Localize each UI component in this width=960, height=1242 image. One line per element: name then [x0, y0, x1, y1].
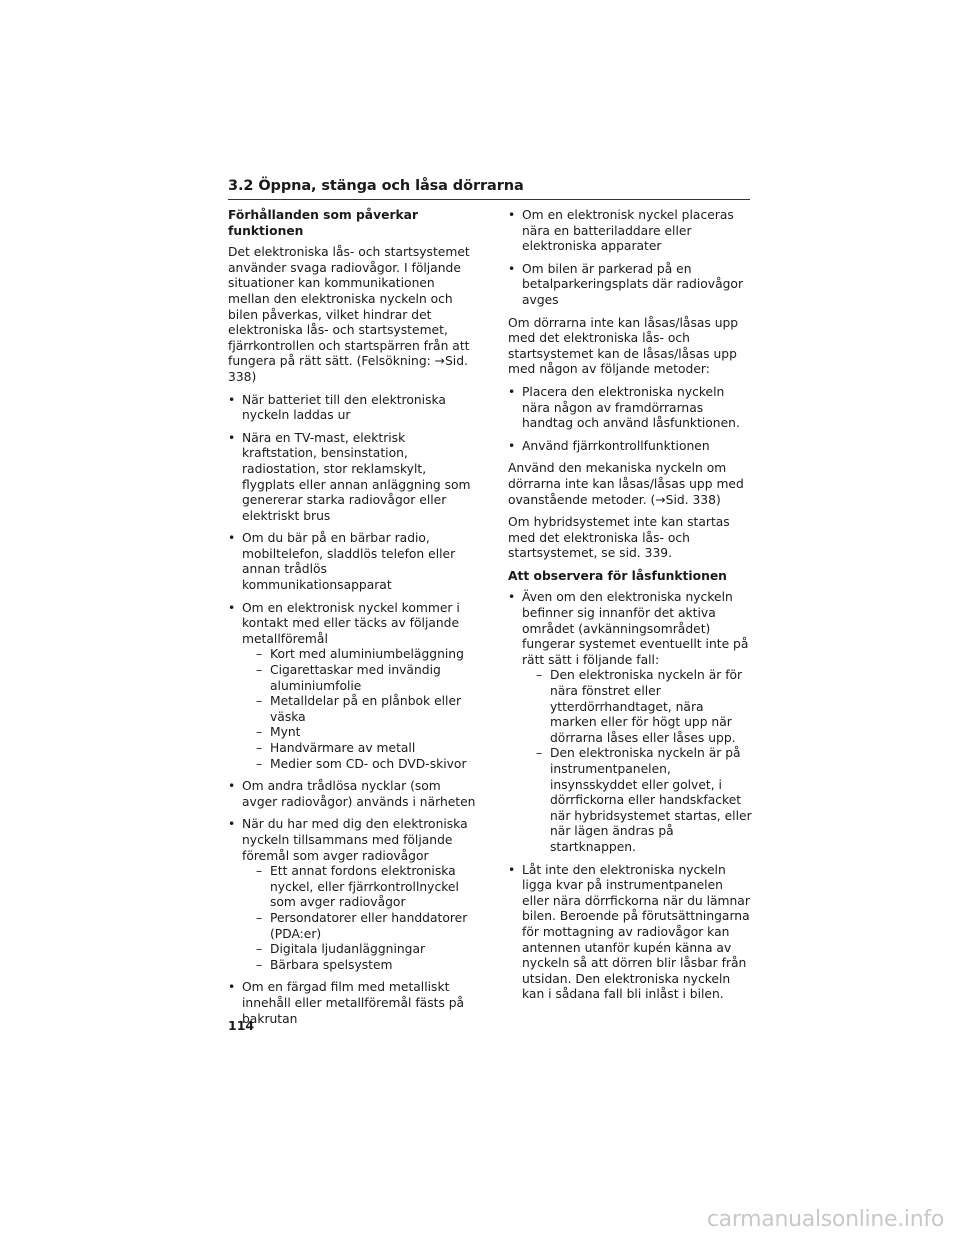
list-item [508, 262, 752, 309]
list-item [228, 980, 476, 1027]
paragraph-hybrid: Om hybridsystemet inte kan startas med det elektroniska lås- och startsystemet, se sid. 339. [508, 515, 730, 561]
list-item [228, 431, 476, 525]
sub-list-item-text: Digitala ljudanläggningar [270, 942, 426, 957]
sub-list-item-text: Mynt [270, 725, 301, 740]
sub-list-item [242, 864, 476, 911]
sub-list-item [242, 911, 476, 942]
watermark: carmanualsonline.info [706, 1207, 944, 1232]
sub-list-item [242, 647, 476, 663]
sub-list-item [242, 694, 476, 725]
door-methods-list [508, 385, 752, 454]
paragraph-doors: Om dörrarna inte kan låsas/låsas upp med det elektroniska lås- och startsystemet kan de låsas/låsas upp med någon av följande metoder: [508, 315, 739, 377]
sub-list-item [522, 668, 752, 746]
bullet-marker: • [508, 261, 516, 276]
list-item-text: Om bilen är parkerad på en betalparkeringsplats där radiovågor avges [522, 261, 744, 307]
sub-list-item-text: Kort med aluminiumbeläggning [270, 647, 464, 662]
dash-marker: – [536, 668, 543, 683]
list-item [508, 590, 752, 855]
dash-marker: – [256, 942, 263, 957]
bullet-marker: • [228, 980, 236, 995]
conditions-list [228, 393, 476, 1028]
list-item-text: Nära en TV-mast, elektrisk kraftstation, bensinstation, radiostation, stor reklamskylt, flygplats eller annan anläggning som genererar starka radiovågor eller elektriskt brus [242, 430, 471, 523]
list-item [508, 385, 752, 432]
list-item-text: Om en färgad film med metalliskt innehåll eller metallföremål fästs på bakrutan [242, 980, 465, 1026]
dash-marker: – [256, 647, 263, 662]
list-item [508, 863, 752, 1003]
sub-list-item-text: Metalldelar på en plånbok eller väska [270, 694, 462, 724]
sub-list-item-text: Cigarettaskar med invändig aluminiumfolie [270, 663, 441, 693]
sub-list-item-text: Den elektroniska nyckeln är på instrumentpanelen, insynsskyddet eller golvet, i dörrfickorna eller handskfacket när hybridsystemet startas, eller när lägen ändras på startknappen. [550, 746, 752, 854]
sub-list [522, 668, 752, 855]
sub-list-item-text: Medier som CD- och DVD-skivor [270, 756, 467, 771]
list-item-text: När du har med dig den elektroniska nyckeln tillsammans med följande föremål som avger radiovågor [242, 817, 468, 863]
sub-list-item [522, 746, 752, 855]
list-item [228, 817, 476, 973]
list-item-text: Om en elektronisk nyckel placeras nära en batteriladdare eller elektroniska apparater [522, 208, 734, 254]
sub-list-item-text: Persondatorer eller handdatorer (PDA:er) [270, 910, 468, 941]
bullet-marker: • [228, 817, 236, 832]
list-item [228, 531, 476, 593]
list-item [228, 601, 476, 773]
list-item-text: Även om den elektroniska nyckeln befinner sig innanför det aktiva området (avkänningsområdet) fungerar systemet eventuellt inte på rätt sätt i följande fall: [522, 590, 749, 667]
bullet-marker: • [508, 590, 516, 605]
sub-list-item-text: Den elektroniska nyckeln är för nära fönstret eller ytterdörrhandtaget, nära marken eller för högt upp när dörrarna låses eller låses upp. [550, 668, 743, 745]
list-item-text: Om en elektronisk nyckel kommer i kontakt med eller täcks av följande metallföremål [242, 600, 460, 646]
list-item-text: Om andra trådlösa nycklar (som avger radiovågor) används i närheten [242, 779, 476, 809]
page-number: 114 [228, 1018, 255, 1033]
sub-list [242, 864, 476, 973]
dash-marker: – [256, 756, 263, 771]
bullet-marker: • [228, 600, 236, 615]
dash-marker: – [536, 746, 543, 761]
list-item-text: Använd fjärrkontrollfunktionen [522, 438, 710, 453]
right-column [508, 208, 752, 1010]
bullet-marker: • [228, 779, 236, 794]
sub-list [242, 647, 476, 772]
list-item-text: Om du bär på en bärbar radio, mobiltelefon, sladdlös telefon eller annan trådlös kommunikationsapparat [242, 531, 456, 593]
list-item-text: Placera den elektroniska nyckeln nära någon av framdörrarnas handtag och använd låsfunktionen. [522, 384, 740, 431]
sub-list-item [242, 958, 476, 974]
list-item-text: När batteriet till den elektroniska nyckeln laddas ur [242, 392, 446, 423]
sub-list-item-text: Bärbara spelsystem [270, 957, 393, 972]
intro-paragraph: Det elektroniska lås- och startsystemet använder svaga radiovågor. I följande situationer kan kommunikationen mellan den elektroniska nyckeln och bilen påverkas, vilket hindrar det elektroniska lås- och startsystemet, fjärrkontrollen och startspärren från att fungera på rätt sätt. (Felsökning: →Sid. 338) [228, 245, 470, 384]
sub-list-item [242, 663, 476, 694]
dash-marker: – [256, 663, 263, 678]
conditions-list-continued [508, 208, 752, 309]
section-title: 3.2 Öppna, stänga och låsa dörrarna [228, 178, 524, 194]
sub-list-item [242, 725, 476, 741]
bullet-marker: • [508, 862, 516, 877]
list-item [508, 208, 752, 255]
list-item [228, 393, 476, 424]
heading-conditions: Förhållanden som påverkar funktionen [228, 208, 419, 238]
left-column [228, 208, 476, 1034]
dash-marker: – [256, 864, 263, 879]
sub-list-item-text: Ett annat fordons elektroniska nyckel, eller fjärrkontrollnyckel som avger radiovågor [270, 864, 459, 910]
list-item [228, 779, 476, 810]
dash-marker: – [256, 725, 263, 740]
sub-list-item [242, 942, 476, 958]
bullet-marker: • [508, 438, 516, 453]
dash-marker: – [256, 957, 263, 972]
bullet-marker: • [228, 430, 236, 445]
bullet-marker: • [228, 531, 236, 546]
section-divider [228, 199, 750, 200]
section-header [228, 176, 750, 200]
lock-notes-list [508, 590, 752, 1002]
bullet-marker: • [228, 392, 236, 407]
sub-list-item-text: Handvärmare av metall [270, 741, 416, 755]
dash-marker: – [256, 910, 263, 925]
sub-list-item [242, 741, 476, 757]
bullet-marker: • [508, 384, 516, 399]
list-item [508, 439, 752, 455]
heading-lock-function: Att observera för låsfunktionen [508, 568, 727, 583]
sub-list-item [242, 757, 476, 773]
dash-marker: – [256, 741, 263, 755]
paragraph-mechanical-key: Använd den mekaniska nyckeln om dörrarna inte kan låsas/låsas upp med ovanstående metoder. (→Sid. 338) [508, 461, 744, 507]
dash-marker: – [256, 694, 263, 709]
list-item-text: Låt inte den elektroniska nyckeln ligga kvar på instrumentpanelen eller nära dörrfickorna när du lämnar bilen. Beroende på förutsättningarna för mottagning av radiovågor kan antennen utanför kupén känna av nyckeln så att dörren blir låsbar från utsidan. Den elektroniska nyckeln kan i sådana fall bli inlåst i bilen. [522, 862, 750, 1002]
bullet-marker: • [508, 208, 516, 222]
